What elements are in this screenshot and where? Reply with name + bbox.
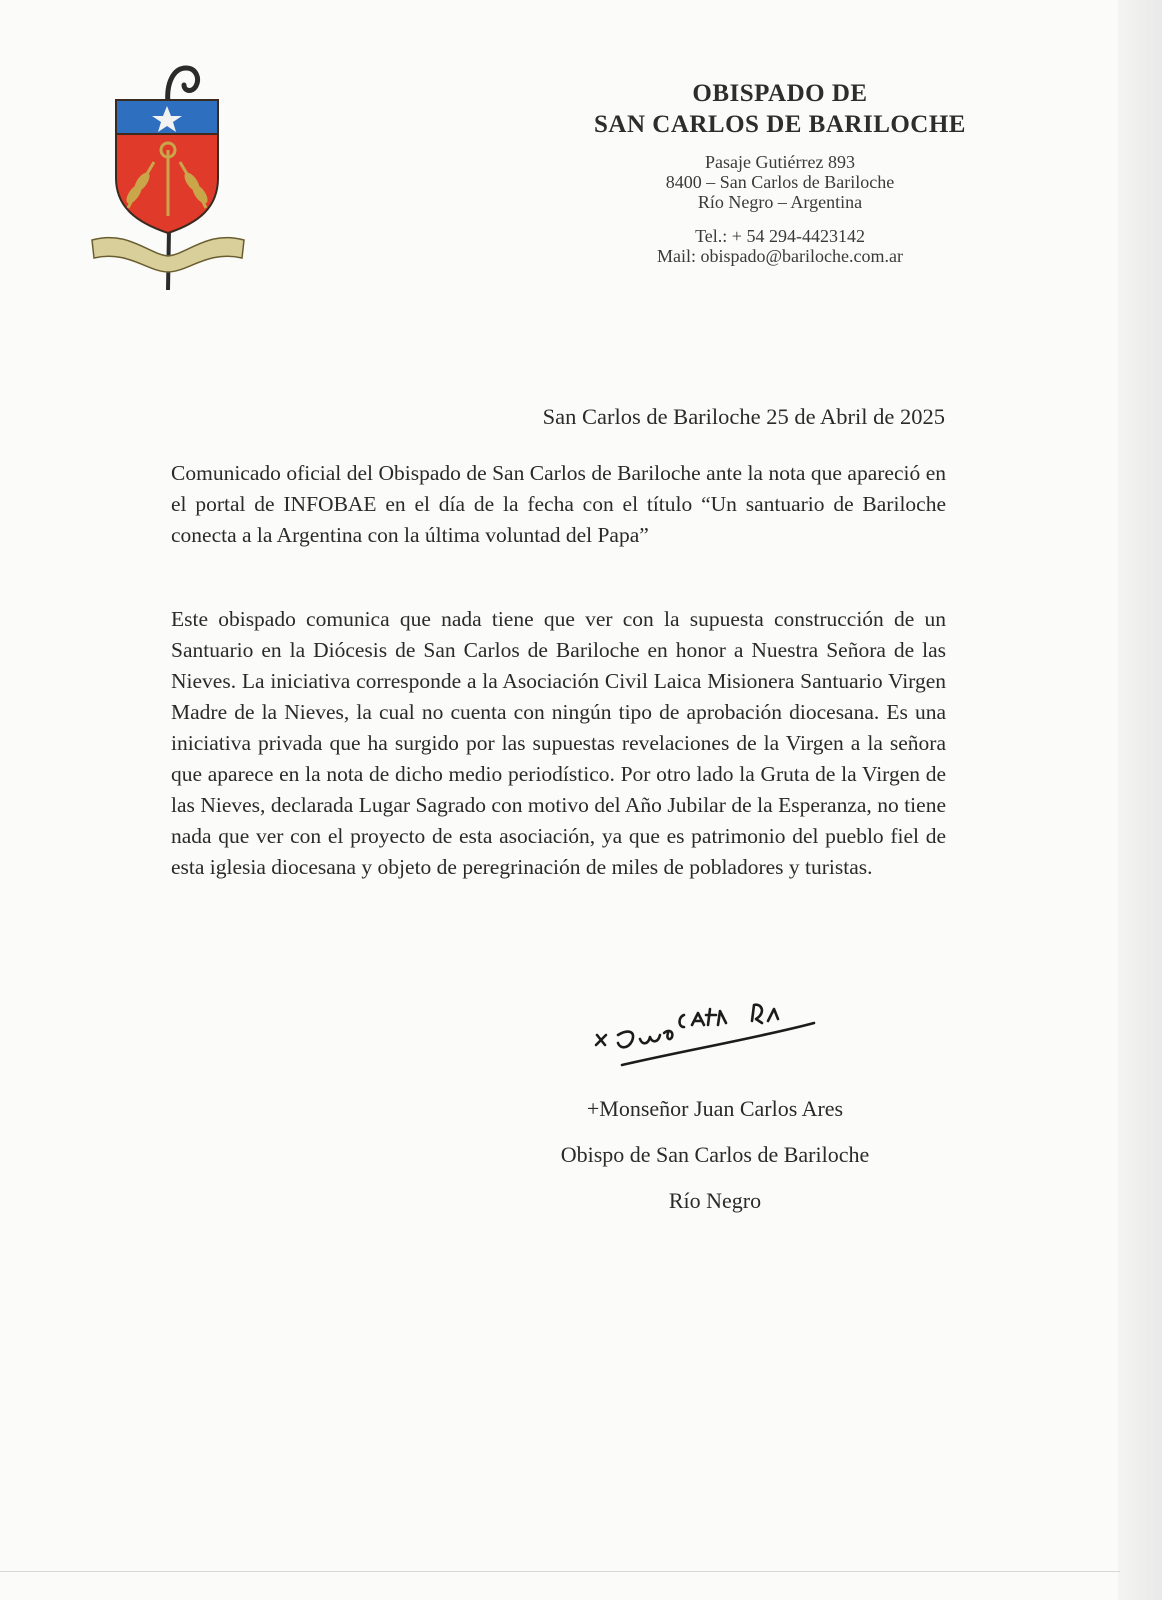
letterhead bbox=[560, 78, 1000, 266]
address-block bbox=[560, 152, 1000, 212]
phone-number: Tel.: + 54 294-4423142 bbox=[695, 226, 865, 246]
body-paragraph-statement: Este obispado comunica que nada tiene que ver con la supuesta construcción de un Santuario en la Diócesis de San Carlos de Bariloche en honor a Nuestra Señora de las Nieves. La iniciativa corresponde a la Asociación Civil Laica Misionera Santuario Virgen Madre de la Nieves, la cual no cuenta con ningún tipo de aprobación diocesana. Es una iniciativa privada que ha surgido por las supuestas revelaciones de la Virgen a la señora que aparece en la nota de dicho medio periodístico. Por otro lado la Gruta de la Virgen de las Nieves, declarada Lugar Sagrado con motivo del Año Jubilar de la Esperanza, no tiene nada que ver con el proyecto de esta asociación, ya que es patrimonio del pueblo fiel de esta iglesia diocesana y objeto de peregrinación de miles de pobladores y turistas. bbox=[171, 607, 946, 879]
signer-name: +Monseñor Juan Carlos Ares bbox=[586, 1096, 844, 1121]
diocese-name-line1: OBISPADO DE bbox=[692, 80, 868, 107]
address-street: Pasaje Gutiérrez 893 bbox=[705, 152, 855, 172]
diocese-name-line2: SAN CARLOS DE BARILOCHE bbox=[594, 111, 966, 138]
body-paragraph-intro: Comunicado oficial del Obispado de San Carlos de Bariloche ante la nota que apareció en el portal de INFOBAE en el día de la fecha con el título “Un santuario de Bariloche conecta a la Argentina con la última voluntad del Papa” bbox=[171, 461, 946, 547]
signer-title: Obispo de San Carlos de Bariloche bbox=[560, 1142, 870, 1167]
contact-block bbox=[560, 226, 1000, 266]
page-bottom-edge bbox=[0, 1571, 1120, 1572]
email-address: Mail: obispado@bariloche.com.ar bbox=[656, 246, 903, 266]
signature-block bbox=[490, 1092, 940, 1230]
signer-region: Río Negro bbox=[668, 1188, 762, 1213]
handwritten-signature bbox=[592, 985, 832, 1075]
episcopal-crest-logo bbox=[88, 58, 248, 298]
address-city: 8400 – San Carlos de Bariloche bbox=[665, 172, 895, 192]
page-edge-shadow bbox=[1118, 0, 1162, 1600]
letter-date: San Carlos de Bariloche 25 de Abril de 2025 bbox=[542, 404, 945, 429]
address-region: Río Negro – Argentina bbox=[697, 192, 863, 212]
